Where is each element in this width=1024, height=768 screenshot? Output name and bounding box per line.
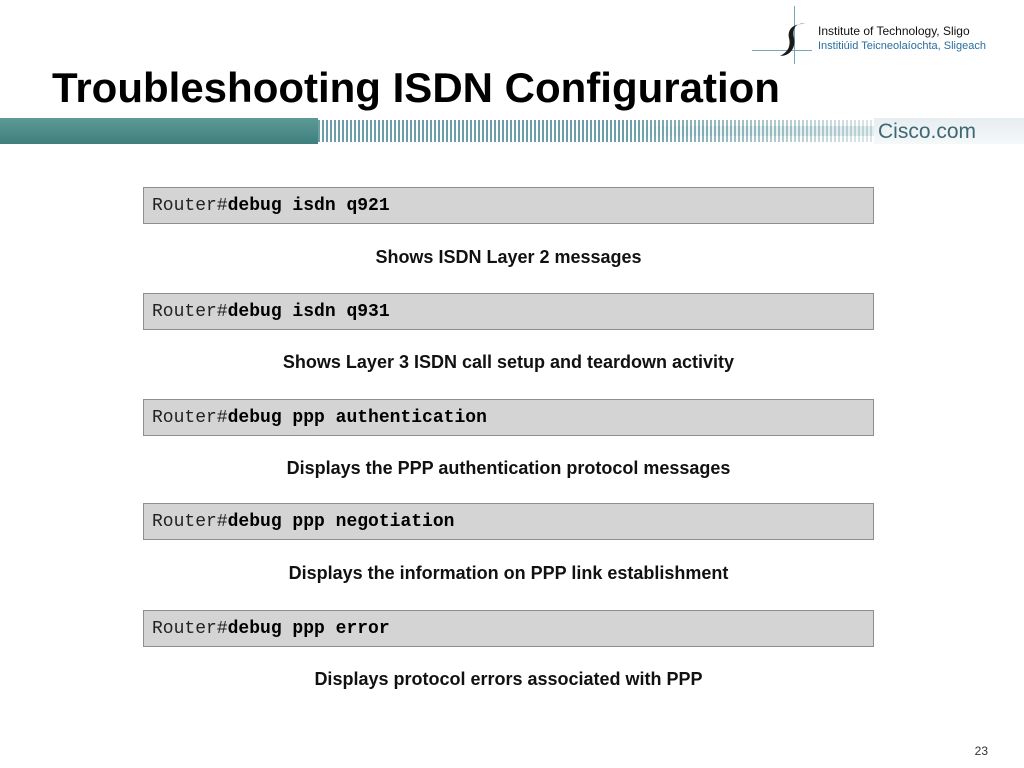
command-text: debug ppp negotiation	[227, 512, 455, 532]
command-description: Shows Layer 3 ISDN call setup and teardown activity	[282, 352, 735, 372]
header-band-stripes	[318, 120, 874, 142]
command-description: Displays the information on PPP link establishment	[288, 563, 729, 583]
command-prompt: Router#	[152, 408, 228, 428]
command-box	[143, 293, 874, 330]
command-box	[143, 610, 874, 647]
command-text: debug ppp error	[227, 619, 390, 639]
slide-title: Troubleshooting ISDN Configuration	[52, 64, 780, 111]
sligo-swoosh-icon	[778, 20, 810, 60]
command-prompt: Router#	[152, 196, 228, 216]
cisco-brand-text: Cisco.com	[878, 120, 977, 143]
institute-logo	[752, 6, 992, 66]
institute-name: Institute of Technology, Sligo	[818, 24, 970, 38]
header-band-solid	[0, 118, 318, 144]
header-band	[0, 118, 1024, 144]
command-text: debug ppp authentication	[227, 408, 487, 428]
institute-name-irish: Institiúid Teicneolaíochta, Sligeach	[818, 40, 986, 52]
page-number: 23	[974, 744, 988, 758]
command-box	[143, 503, 874, 540]
command-description: Displays protocol errors associated with PPP	[314, 669, 703, 689]
command-text: debug isdn q931	[227, 302, 390, 322]
command-prompt: Router#	[152, 302, 228, 322]
command-box	[143, 187, 874, 224]
command-prompt: Router#	[152, 512, 228, 532]
command-box	[143, 399, 874, 436]
command-description: Shows ISDN Layer 2 messages	[375, 247, 642, 267]
command-prompt: Router#	[152, 619, 228, 639]
command-description: Displays the PPP authentication protocol messages	[286, 458, 731, 478]
command-text: debug isdn q921	[227, 196, 390, 216]
